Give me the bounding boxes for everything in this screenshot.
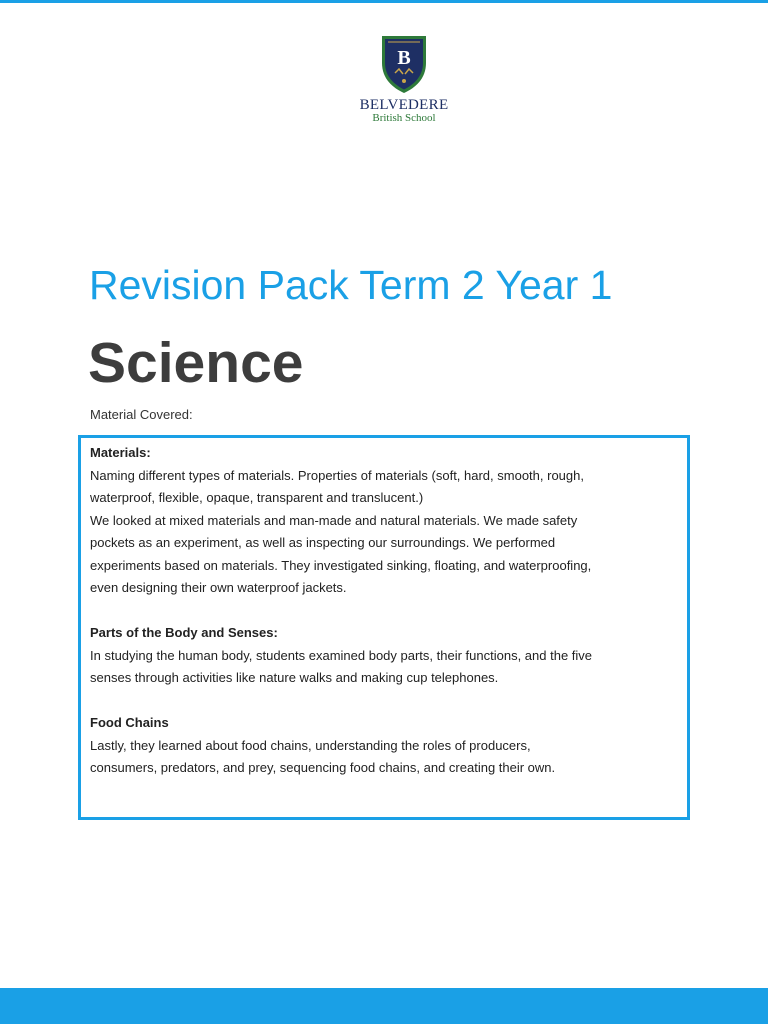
section-heading: Food Chains bbox=[90, 715, 169, 730]
section-materials bbox=[90, 442, 630, 600]
section-body-and-senses bbox=[90, 622, 630, 690]
section-body bbox=[90, 645, 630, 690]
subject-heading: Science bbox=[88, 331, 304, 395]
crest-letter: B bbox=[397, 47, 411, 69]
body-line: experiments based on materials. They investigated sinking, floating, and waterproofing, bbox=[90, 557, 592, 573]
section-food-chains bbox=[90, 712, 630, 780]
body-line: pockets as an experiment, as well as inspecting our surroundings. We performed bbox=[90, 535, 556, 550]
bottom-accent-band bbox=[0, 988, 768, 1024]
logo-school-subtitle: British School bbox=[372, 112, 436, 124]
top-accent-rule bbox=[0, 0, 768, 3]
body-line: Naming different types of materials. Properties of materials (soft, hard, smooth, rough, bbox=[90, 467, 584, 483]
logo-school-name: BELVEDERE bbox=[359, 97, 449, 113]
body-line: senses through activities like nature walks and making cup telephones. bbox=[90, 670, 499, 685]
content-sections bbox=[90, 442, 630, 802]
school-logo bbox=[334, 33, 474, 133]
page-title: Revision Pack Term 2 Year 1 bbox=[89, 262, 613, 308]
body-line: Lastly, they learned about food chains, understanding the roles of producers, bbox=[90, 737, 531, 753]
body-line: even designing their own waterproof jackets. bbox=[90, 580, 347, 595]
section-body bbox=[90, 735, 630, 780]
section-body bbox=[90, 465, 630, 600]
body-line: In studying the human body, students examined body parts, their functions, and the five bbox=[90, 647, 593, 663]
section-heading: Materials: bbox=[90, 445, 151, 460]
body-line: waterproof, flexible, opaque, transparent and translucent.) bbox=[90, 490, 424, 505]
section-heading: Parts of the Body and Senses: bbox=[90, 625, 278, 640]
content-box bbox=[78, 435, 690, 820]
body-line: consumers, predators, and prey, sequencing food chains, and creating their own. bbox=[90, 760, 556, 775]
school-crest-icon bbox=[379, 33, 429, 95]
body-line: We looked at mixed materials and man-made and natural materials. We made safety bbox=[90, 512, 578, 528]
material-covered-label: Material Covered: bbox=[90, 407, 193, 422]
